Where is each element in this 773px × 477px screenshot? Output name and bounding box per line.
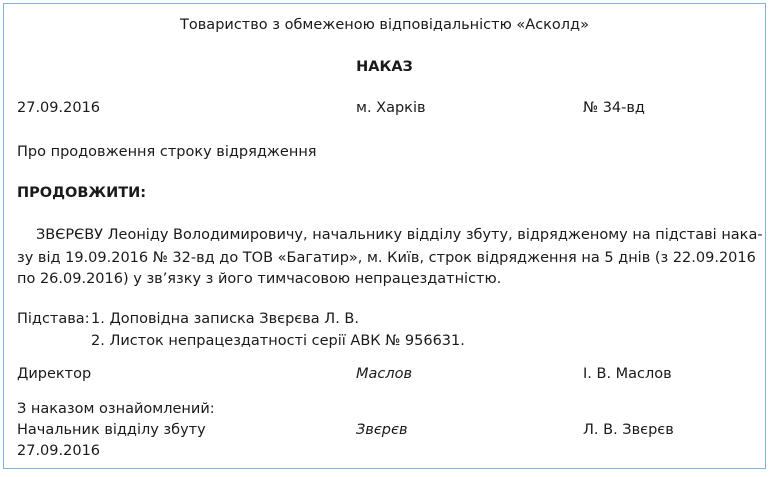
acknowledgement-title: Начальник відділу збуту: [17, 422, 206, 438]
director-signature: Маслов: [356, 366, 413, 382]
acknowledgement-name: Л. В. Звєрєв: [583, 422, 674, 438]
document-place: м. Харків: [356, 100, 426, 116]
body-line-3: по 26.09.2016) у зв’язку з його тимчасовою непрацездатністю.: [17, 271, 502, 287]
director-title: Директор: [17, 366, 92, 382]
directive-heading: ПРОДОВЖИТИ:: [17, 185, 147, 201]
document-type: НАКАЗ: [356, 59, 413, 75]
document-subject: Про продовження строку відрядження: [17, 144, 317, 160]
organization-name: Товариство з обмеженою відповідальністю «Асколд»: [180, 17, 589, 33]
acknowledgement-signature: Звєрєв: [356, 422, 408, 438]
order-document: [3, 3, 766, 469]
document-date: 27.09.2016: [17, 100, 101, 116]
basis-item-2: 2. Листок непрацездатності серії АВК № 956631.: [91, 333, 465, 349]
document-number: № 34-вд: [583, 100, 645, 116]
body-line-1: ЗВЄРЄВУ Леоніду Володимировичу, начальнику відділу збуту, відрядженому на підставі нака-: [36, 227, 763, 243]
basis-item-1: 1. Доповідна записка Звєрєва Л. В.: [91, 311, 359, 327]
body-line-2: зу від 19.09.2016 № 32-вд до ТОВ «Багатир», м. Київ, строк відрядження на 5 днів (з 22.09.2016: [17, 250, 756, 266]
acknowledgement-date: 27.09.2016: [17, 443, 101, 459]
director-name: І. В. Маслов: [583, 366, 672, 382]
basis-label: Підстава:: [17, 311, 90, 327]
acknowledgement-label: З наказом ознайомлений:: [17, 401, 215, 417]
